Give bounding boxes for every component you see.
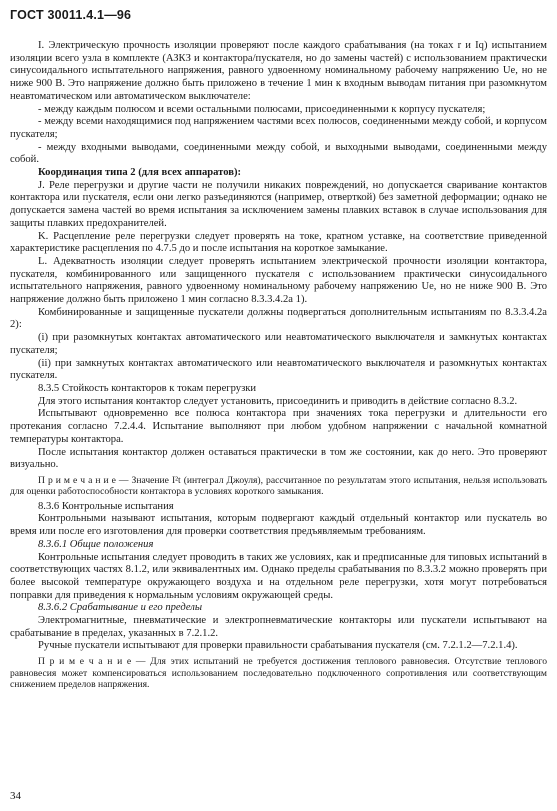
paragraph: Испытывают одновременно все полюса контактора при значениях тока перегрузки и длительности его протекания согласно 7.2.4.4. Испытание выполняют при любом удобном напряжении с начальной комнатной температуры контактора.: [10, 408, 547, 445]
list-item: - между входными выводами, соединенными между собой, и выходными выводами, соединенными между собой.: [10, 141, 547, 166]
note: П р и м е ч а н и е — Значение I²t (интеграл Джоуля), рассчитанное по результатам этого испытания, нельзя использовать для оценки работоспособности контактора в условиях короткого замыкания.: [10, 474, 547, 498]
subsection-heading: 8.3.6.2 Срабатывание и его пределы: [38, 602, 203, 614]
list-item: - между каждым полюсом и всеми остальными полюсами, присоединенными к корпусу пускателя;: [38, 103, 486, 115]
section-heading: 8.3.6 Контрольные испытания: [38, 500, 174, 512]
paragraph: Контрольные испытания следует проводить в таких же условиях, как и предписанные для типовых испытаний в соответствующих частях 8.1.2, или эквивалентных им. Однако пределы срабатывания по 8.3.3.2 можно проверять при более высокой температуре окружающего воздуха и на отдельном реле перегрузки, хотя могут потребоваться поправки для приведения к нормальным условиям окружающей среды.: [10, 551, 547, 601]
paragraph-k: K. Расцепление реле перегрузки следует проверять на токе, кратном уставке, на соответствие приведенной характеристике расцепления по 4.7.5 до и после испытания на короткое замыкание.: [10, 230, 547, 255]
paragraph: После испытания контактор должен оставаться практически в том же состоянии, как до него. Это проверяют визуально.: [10, 446, 547, 471]
paragraph: Контрольными называют испытания, которым подвергают каждый отдельный контактор или пускатель во время или после его изготовления для проверки соответствия предъявляемым требованиям.: [10, 513, 547, 538]
paragraph-i: I. Электрическую прочность изоляции проверяют после каждого срабатывания (на токах r и Iq) испытанием изоляции всего узла в комплекте (АЗКЗ и контактора/пускателя, но до замены частей) с использованием практически синусоидального испытательного напряжения, равного удвоенному номинальному рабочему напряжению Ue, но не ниже 900 В. Это напряжение должно быть приложено в течение 1 мин к входным выводам питания при разомкнутом неавтоматическом или автоматическом выключателе:: [10, 40, 547, 102]
page-body: [10, 40, 547, 690]
paragraph: Ручные пускатели испытывают для проверки правильности срабатывания пускателя (см. 7.2.1.2—7.2.1.4).: [38, 640, 518, 652]
paragraph: Комбинированные и защищенные пускатели должны подвергаться дополнительным испытаниям по 8.3.3.4.2а 2):: [10, 306, 547, 331]
paragraph: Для этого испытания контактор следует установить, присоединить и приводить в действие согласно 8.3.2.: [38, 395, 518, 407]
subsection-heading: 8.3.6.1 Общие положения: [38, 538, 154, 550]
note: П р и м е ч а н и е — Для этих испытаний не требуется достижения теплового равновесия. Отсутствие теплового равновесия может компенсироваться использованием последовательно подключенного сопротивления или соответствующим снижением пределов напряжения.: [10, 656, 547, 690]
paragraph-j: J. Реле перегрузки и другие части не получили никаких повреждений, но допускается сваривание контактов контактора или пускателя, если они легко разъединяются (например, отверткой) без заметной деформации; однако не допускается замена частей во время испытания за исключением замены плавких вставок в случае использования для защиты плавких предохранителей.: [10, 179, 547, 229]
list-item: - между всеми находящимися под напряжением частями всех полюсов, соединенными между собой, и корпусом пускателя;: [10, 116, 547, 140]
page-number: 34: [10, 790, 21, 802]
list-item: (ii) при замкнутых контактах автоматического или неавтоматического выключателя и разомкнутых контактах пускателя.: [10, 357, 547, 382]
section-heading: 8.3.5 Стойкость контакторов к токам перегрузки: [38, 382, 257, 394]
page-header: ГОСТ 30011.4.1—96: [10, 8, 132, 22]
paragraph-l: L. Адекватность изоляции следует проверять испытанием электрической прочности изоляции контактора, пускателя, комбинированного или защищенного пускателя с использованием практически синусоидального испытательного напряжения, равного удвоенному номинальному рабочему напряжению Ue, но не ниже 900 В. Это напряжение должно быть приложено 1 мин согласно 8.3.3.4.2а 1).: [10, 255, 547, 306]
paragraph: Электромагнитные, пневматические и электропневматические контакторы или пускатели испытывают на срабатывание в пределах, указанных в 7.2.1.2.: [10, 615, 547, 639]
list-item: (i) при разомкнутых контактах автоматического или неавтоматического выключателя и замкнутых контактах пускателя;: [10, 332, 547, 356]
section-heading: Координация типа 2 (для всех аппаратов):: [38, 167, 242, 179]
